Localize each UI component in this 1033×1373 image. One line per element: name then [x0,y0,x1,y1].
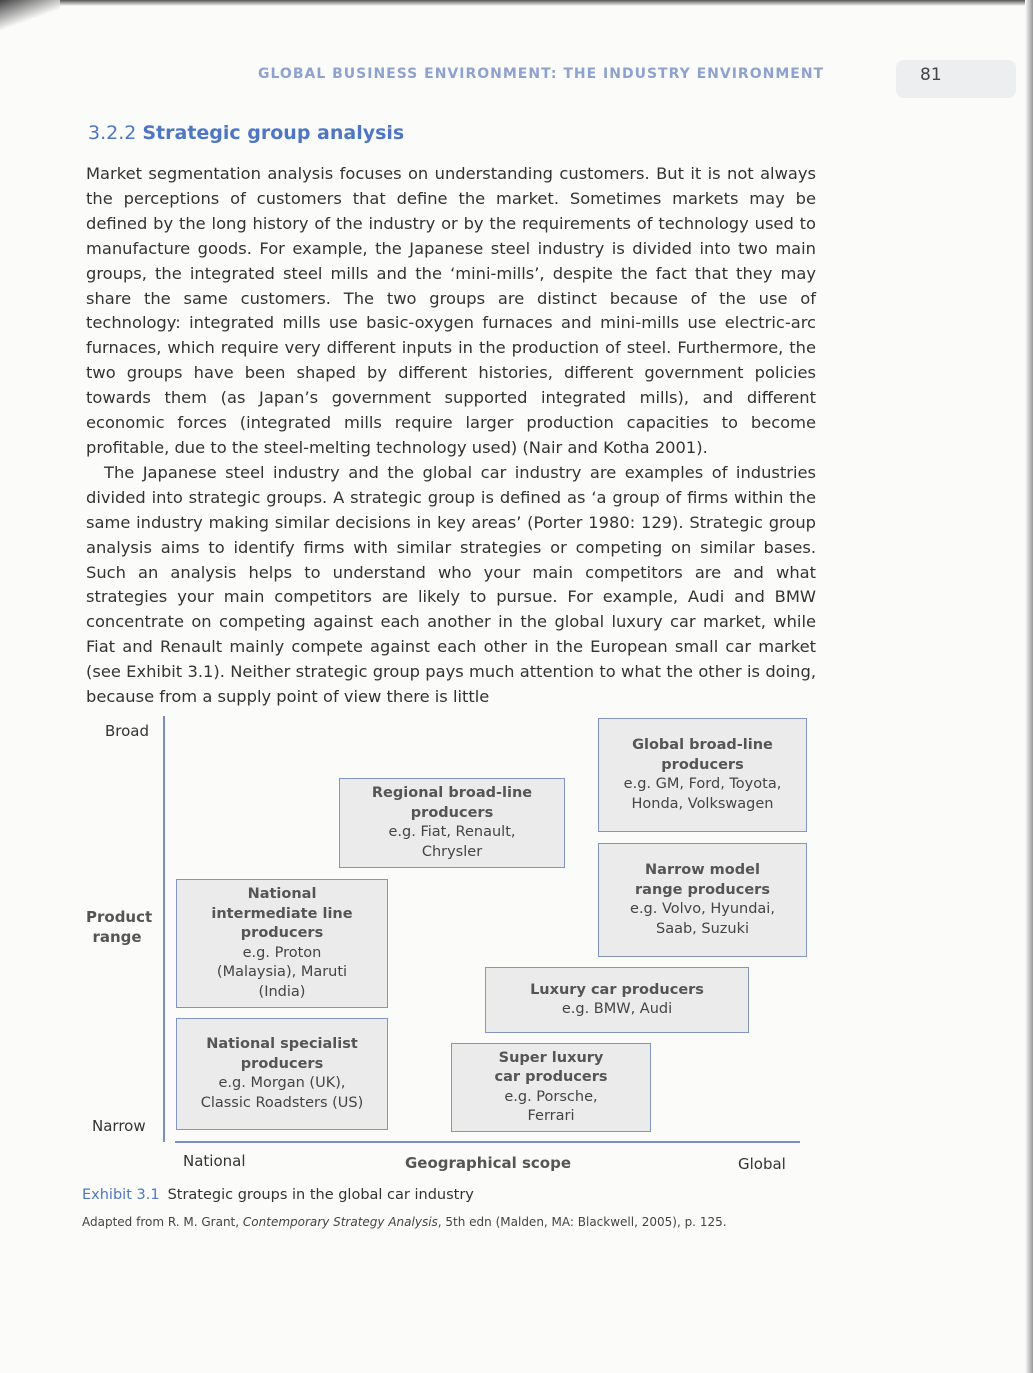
group-example: e.g. Volvo, Hyundai, Saab, Suzuki [630,901,775,937]
group-title: Narrow model range producers [635,862,770,898]
y-label-product-range: Product range [86,908,153,946]
scan-edge-right [1025,0,1033,1373]
source-prefix: Adapted from R. M. Grant, [82,1215,243,1229]
group-example: e.g. GM, Ford, Toyota, Honda, Volkswagen [623,776,782,812]
y-axis-line [163,716,165,1142]
group-example: e.g. Fiat, Renault, Chrysler [388,824,516,860]
section-heading [88,122,404,144]
group-super-luxury [451,1043,651,1132]
group-example: e.g. BMW, Audi [561,1001,673,1017]
x-label-national: National [183,1152,246,1170]
section-number: 3.2.2 [88,122,137,144]
x-label-global: Global [738,1155,786,1173]
group-title: Global broad-line producers [632,737,773,773]
scan-edge-top [0,0,1033,6]
group-national-intermediate [176,879,388,1008]
source-note [82,1215,727,1229]
section-title: Strategic group analysis [142,122,405,144]
source-book-title: Contemporary Strategy Analysis [242,1215,438,1229]
scan-edge-left [0,0,60,30]
group-example: e.g. Porsche, Ferrari [504,1088,598,1124]
exhibit-caption [82,1187,474,1203]
group-national-specialist [176,1018,388,1130]
group-title: Regional broad-line producers [371,785,533,821]
group-title: Super luxury car producers [494,1049,608,1085]
body-text [86,162,816,710]
page-number: 81 [896,60,1016,98]
group-title: National intermediate line producers [211,886,353,941]
group-global-broad-line [598,718,807,832]
group-narrow-model-range [598,843,807,957]
group-title: Luxury car producers [530,981,704,998]
exhibit-label: Exhibit 3.1 [82,1187,160,1203]
exhibit-title: Strategic groups in the global car industry [167,1187,474,1203]
running-head: GLOBAL BUSINESS ENVIRONMENT: THE INDUSTRY ENVIRONMENT [258,66,825,82]
group-title: National specialist producers [206,1036,358,1072]
x-label-geographical-scope: Geographical scope [405,1154,572,1172]
group-regional-broad-line [339,778,565,868]
group-example: e.g. Proton (Malaysia), Maruti (India) [216,944,348,1000]
group-example: e.g. Morgan (UK), Classic Roadsters (US) [200,1075,364,1111]
paragraph: The Japanese steel industry and the global car industry are examples of industries divided into strategic groups. A strategic group is defined as ‘a group of firms within the same industry making similar decisions in key areas’ (Porter 1980: 129). Strategic group analysis aims to identify firms with similar strategies or competing on similar bases. Such an analysis helps to understand who your main competitors are and what strategies your main competitors are likely to pursue. For example, Audi and BMW concentrate on competing against each another in the global luxury car market, while Fiat and Renault mainly compete against each other in the European small car market (see Exhibit 3.1). Neither strategic group pays much attention to what the other is doing, because from a supply point of view there is little [86,462,816,707]
source-suffix: , 5th edn (Malden, MA: Blackwell, 2005), p. 125. [437,1215,727,1229]
group-luxury-car [485,967,749,1033]
y-label-broad: Broad [105,722,150,740]
x-axis-line [175,1141,800,1143]
paragraph: Market segmentation analysis focuses on understanding customers. But it is not always the perceptions of customers that define the market. Sometimes markets may be defined by the long history of the industry or by the requirements of technology used to manufacture goods. For example, the Japanese steel industry is divided into two main groups, the integrated steel mills and the ‘mini-mills’, despite the fact that they may share the same customers. The two groups are distinct because of the use of technology: integrated mills use basic-oxygen furnaces and mini-mills use electric-arc furnaces, which require very different inputs in the production of steel. Furthermore, the two groups have been shaped by different histories, different government policies towards them (as Japan’s government supported integrated mills), and different economic forces (integrated mills require larger production capacities to become profitable, due to the steel-melting technology used) (Nair and Kotha 2001). [86,164,816,457]
y-label-narrow: Narrow [92,1117,146,1135]
